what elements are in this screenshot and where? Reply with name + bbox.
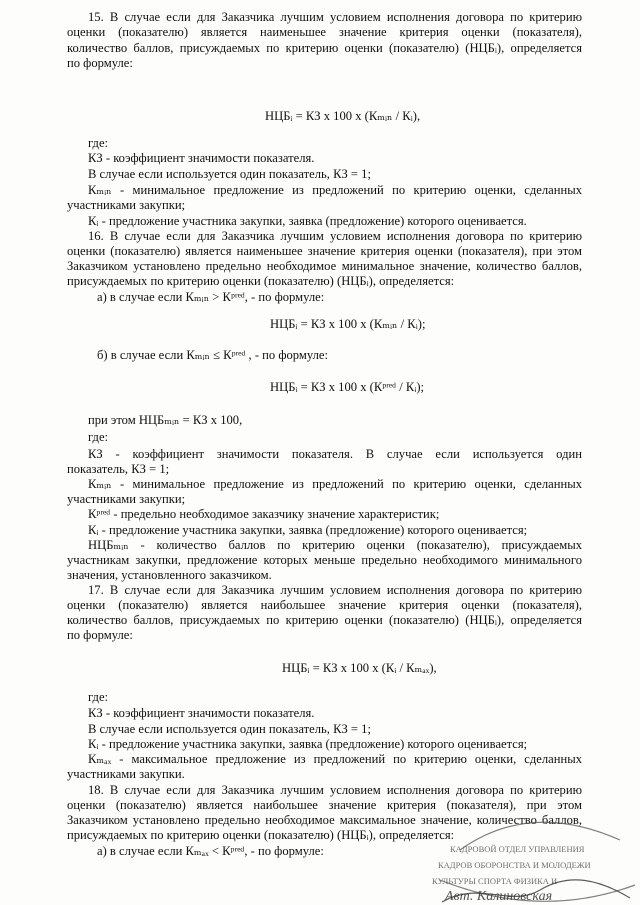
p17-line4: по формуле:: [67, 628, 133, 642]
stamp-line1: КАДРОВОЙ ОТДЕЛ УПРАВЛЕНИЯ: [450, 844, 585, 854]
p15-where: где:: [88, 136, 109, 150]
p17-formula: НЦБᵢ = КЗ х 100 х (Кᵢ / Кₘₐₓ),: [282, 661, 437, 675]
p15-line2: оценки (показателю) является наименьшее значение критерия оценки (показателя),: [67, 25, 582, 39]
p16-case-b: б) в случае если Кₘᵢₙ ≤ Кᵖʳᵉᵈ , - по формуле:: [97, 348, 329, 362]
p17-line3: количество баллов, присуждаемых по критерию оценки (показателю) (НЦБᵢ), определяется: [67, 613, 582, 627]
p16-def1a: КЗ - коэффициент значимости показателя. В случае если используется один: [88, 447, 582, 461]
p18-line4: присуждаемых по критерию оценки (показателю) (НЦБᵢ), определяется:: [67, 828, 455, 842]
p16-line2: оценки (показателю) является наименьшее значение критерия оценки (показателя), при этом: [67, 244, 582, 258]
p17-def1: КЗ - коэффициент значимости показателя.: [88, 706, 315, 720]
p15-def4: Кᵢ - предложение участника закупки, заявка (предложение) которого оценивается.: [88, 214, 527, 228]
p17-def2: В случае если используется один показатель, КЗ = 1;: [88, 722, 371, 736]
p17-where: где:: [88, 690, 109, 704]
p16-formula-a: НЦБᵢ = КЗ х 100 х (Кₘᵢₙ / Кᵢ);: [270, 317, 426, 331]
p15-def2: В случае если используется один показатель, КЗ = 1;: [88, 167, 371, 181]
p15-def3b: участниками закупки;: [67, 198, 186, 212]
p16-where: где:: [88, 430, 109, 444]
p16-def5a: НЦБₘᵢₙ - количество баллов по критерию оценки (показателю), присуждаемых: [88, 538, 582, 552]
p16-def3: Кᵖʳᵉᵈ - предельно необходимое заказчику значение характеристик;: [88, 507, 440, 521]
p16-case-a: а) в случае если Кₘᵢₙ > Кᵖʳᵉᵈ, - по формуле:: [97, 290, 325, 304]
p15-line4: по формуле:: [67, 56, 133, 70]
p16-formula-b: НЦБᵢ = КЗ х 100 х (Кᵖʳᵉᵈ / Кᵢ);: [270, 380, 425, 394]
p17-def4b: участниками закупки.: [67, 767, 185, 781]
p18-line3: Заказчиком установлено предельно необходимое максимальное значение, количество баллов,: [67, 813, 582, 827]
official-stamp: [420, 810, 640, 905]
stamp-line3: КУЛЬТУРЫ СПОРТА ФИЗИКА И: [432, 876, 558, 886]
p18-line1: 18. В случае если для Заказчика лучшим условием исполнения договора по критерию: [88, 783, 582, 797]
stamp-line2: КАДРОВ ОБОРОНСТВА И МОЛОДЕЖИ: [438, 860, 591, 870]
p15-def1: КЗ - коэффициент значимости показателя.: [88, 151, 315, 165]
p16-line3: Заказчиком установлено предельно необходимое минимальное значение, количество баллов,: [67, 259, 582, 273]
p16-def2b: участниками закупки;: [67, 492, 186, 506]
p16-def5b: участникам закупки, предложение которых меньше предельно необходимого минимального: [67, 553, 582, 567]
p17-def3: Кᵢ - предложение участника закупки, заявка (предложение) которого оценивается;: [88, 737, 528, 751]
p16-def5c: значения, установленного заказчиком.: [67, 568, 272, 582]
p15-def3a: Кₘᵢₙ - минимальное предложение из предложений по критерию оценки, сделанных: [88, 183, 582, 197]
p16-line1: 16. В случае если для Заказчика лучшим условием исполнения договора по критерию: [88, 229, 582, 243]
p16-def1b: показатель, КЗ = 1;: [67, 462, 170, 476]
p17-line2: оценки (показателю) является наибольшее значение критерия оценки (показателя),: [67, 598, 582, 612]
p18-line2: оценки (показателю) является наибольшее значение критерия (показателя), при этом: [67, 798, 582, 812]
p18-case-a: а) в случае если Кₘₐₓ < Кᵖʳᵉᵈ, - по формуле:: [97, 844, 324, 858]
p15-line3: количество баллов, присуждаемых по критерию оценки (показателю) (НЦБᵢ), определяется: [67, 41, 582, 55]
p15-formula: НЦБᵢ = КЗ х 100 х (Кₘᵢₙ / Кᵢ),: [265, 109, 421, 123]
p17-line1: 17. В случае если для Заказчика лучшим условием исполнения договора по критерию: [88, 583, 582, 597]
p16-def4: Кᵢ - предложение участника закупки, заявка (предложение) которого оценивается;: [88, 523, 528, 537]
p17-def4a: Кₘₐₓ - максимальное предложение из предложений по критерию оценки, сделанных: [88, 752, 582, 766]
p16-min: при этом НЦБₘᵢₙ = КЗ х 100,: [88, 413, 243, 427]
p16-def2a: Кₘᵢₙ - минимальное предложение из предложений по критерию оценки, сделанных: [88, 477, 582, 491]
p15-line1: 15. В случае если для Заказчика лучшим условием исполнения договора по критерию: [88, 10, 582, 24]
signature: Авт. Калиновская: [445, 889, 553, 904]
p16-line4: присуждаемых по критерию оценки (показателю) (НЦБᵢ), определяется:: [67, 274, 455, 288]
